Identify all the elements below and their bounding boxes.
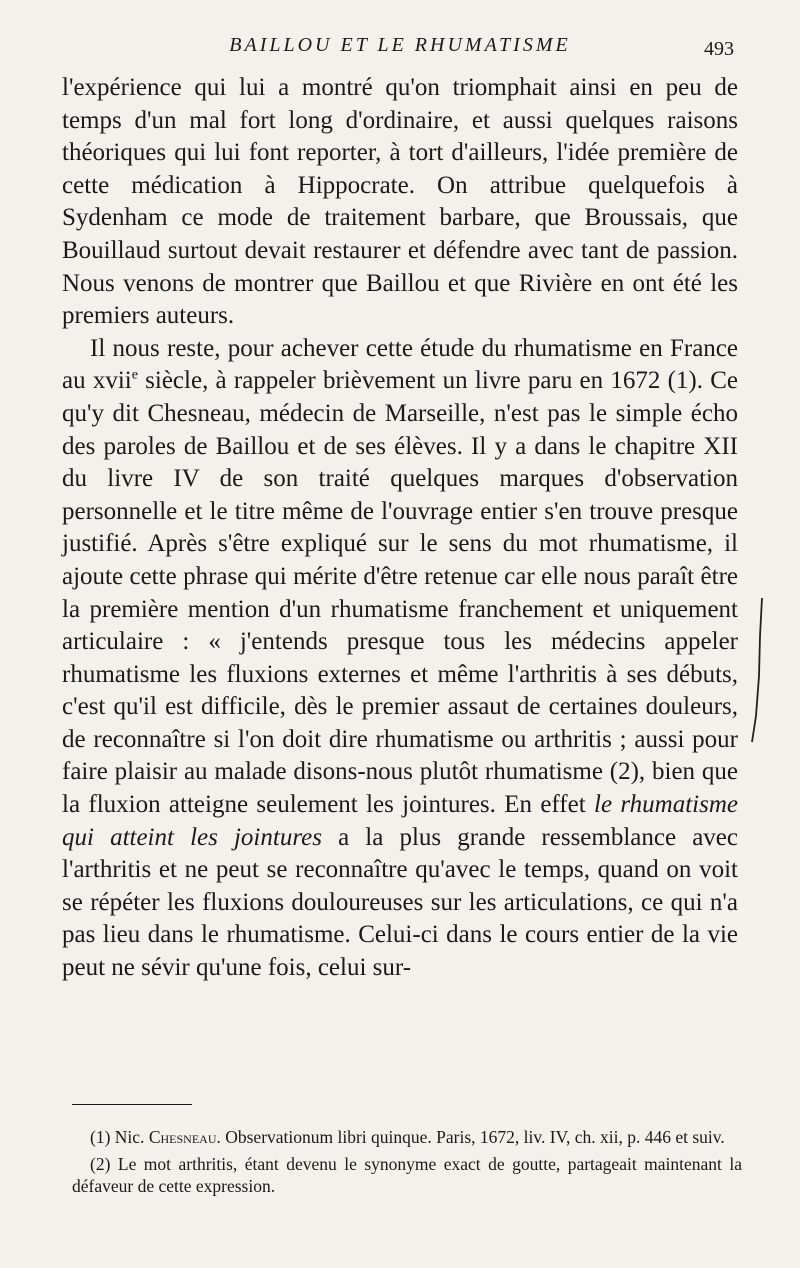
footnote-rule bbox=[72, 1104, 192, 1105]
footnote-1-marker: (1) Nic. bbox=[90, 1127, 149, 1147]
footnote-1-author: Chesneau bbox=[148, 1127, 217, 1147]
paragraph-1: l'expérience qui lui a montré qu'on triomphait ainsi en peu de temps d'un mal fort long d'ordinaire, et aussi quelques raisons théoriques qui lui font reporter, à tort d'ailleurs, l'idée première de cette médication à Hippocrate. On attribue quelquefois à Sydenham ce mode de traitement barbare, que Broussais, que Bouillaud surtout devait restaurer et défendre avec tant de passion. Nous venons de montrer que Baillou et que Rivière en ont été les premiers auteurs. bbox=[62, 74, 738, 330]
paragraph-2-part-b: siècle, à rappeler brièvement un livre paru en 1672 (1). Ce qu'y dit Chesneau, médecin de Marseille, n'est pas le simple écho des paroles de Baillou et de ses élèves. Il y a dans le chapitre XII du livre IV de son traité quelques marques d'observation personnelle et le titre même de l'ouvrage entier s'en trouve presque justifié. Après s'être expliqué sur le sens du mot rhumatisme, il ajoute cette phrase qui mérite d'être retenue car elle nous paraît être la première mention d'un rhumatisme franchement et uniquement articulaire : « j'entends presque tous les médecins appeler rhumatisme les fluxions externes et même l'arthritis à ses débuts, c'est qu'il est difficile, dès le premier assaut de certaines douleurs, de reconnaître si l'on doit dire rhumatisme ou arthritis ; aussi pour faire plaisir au malade disons-nous plutôt rhumatisme (2), bien que la fluxion atteigne seulement les jointures. En effet bbox=[62, 367, 738, 819]
italic-phrase: le rhumatisme qui atteint les jointures bbox=[62, 791, 738, 851]
paragraph-2-part-c: a la plus grande ressemblance avec l'arthritis et ne peut se reconnaître qu'avec le temps, quand on voit se répéter les fluxions douloureuses sur les articulations, ce qui n'a pas lieu dans le rhumatisme. Celui-ci dans le cours entier de la vie peut ne sévir qu'une fois, celui sur- bbox=[62, 823, 738, 982]
running-head: BAILLOU ET LE RHUMATISME bbox=[229, 34, 571, 56]
page-header bbox=[64, 34, 736, 64]
footnotes bbox=[72, 1126, 742, 1202]
footnote-1 bbox=[72, 1126, 742, 1149]
margin-pencil-mark bbox=[748, 596, 768, 746]
century-superscript: e bbox=[131, 368, 138, 384]
main-text bbox=[62, 72, 738, 985]
footnote-2: (2) Le mot arthritis, étant devenu le synonyme exact de goutte, partageait maintenant la défaveur de cette expression. bbox=[72, 1153, 742, 1196]
footnote-1-text: . Observationum libri quinque. Paris, 1672, liv. IV, ch. xii, p. 446 et suiv. bbox=[216, 1127, 725, 1147]
page-number: 493 bbox=[704, 38, 734, 60]
paragraph-2-part-a: Il nous reste, pour achever cette étude du rhumatisme en France au xvii bbox=[62, 334, 738, 395]
paragraph-2 bbox=[62, 333, 738, 985]
